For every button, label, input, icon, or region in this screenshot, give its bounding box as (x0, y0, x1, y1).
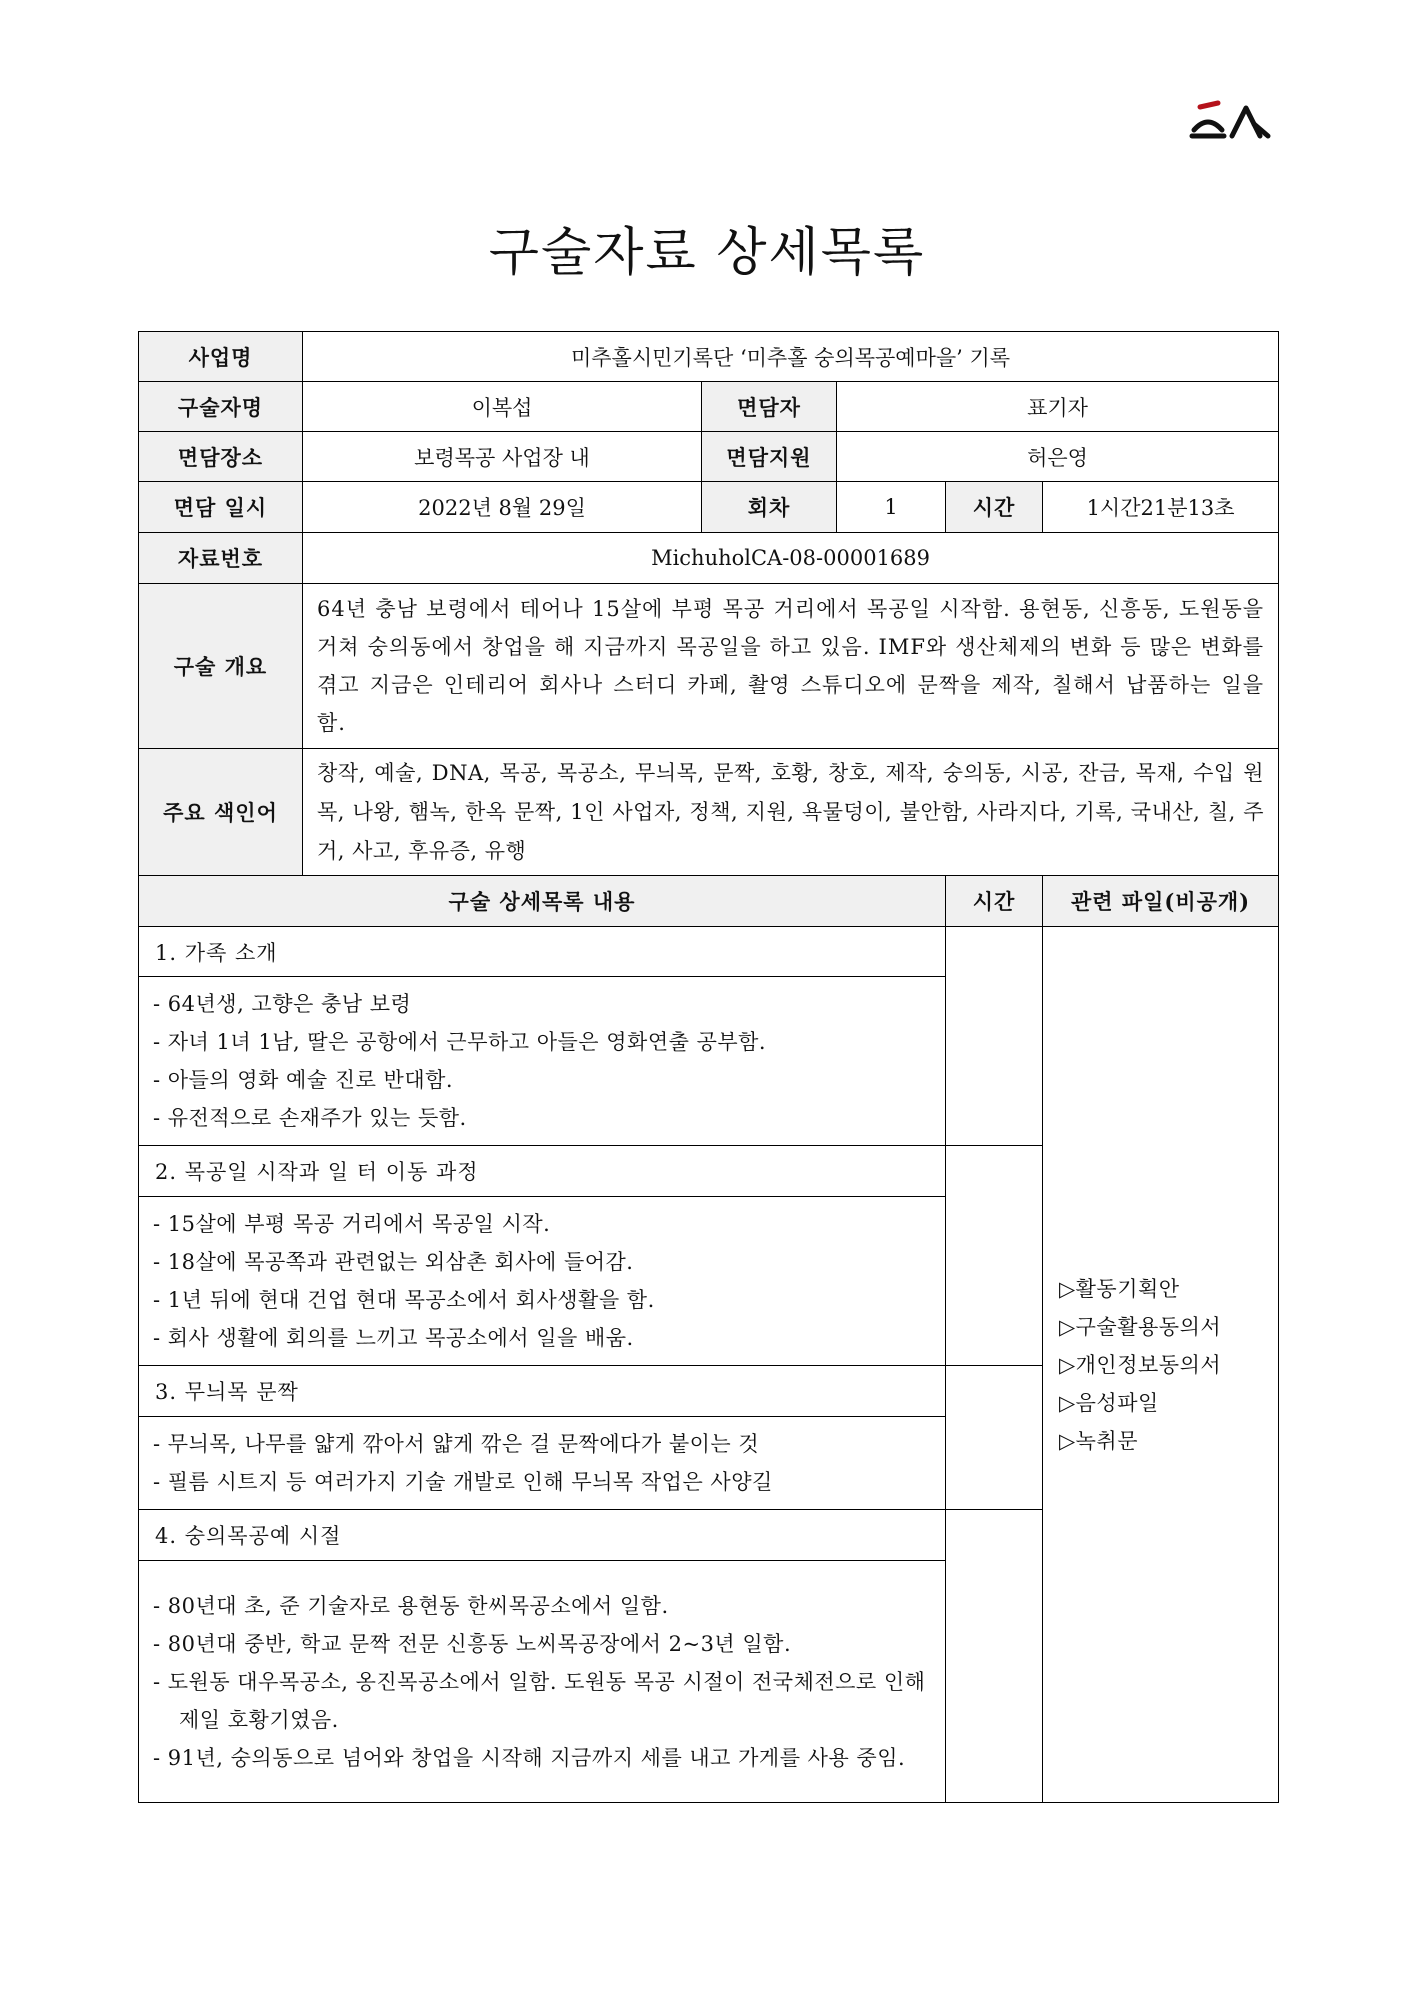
file-item: ▷녹취문 (1059, 1428, 1139, 1453)
keywords-label: 주요 색인어 (139, 749, 303, 876)
session-label: 회차 (702, 482, 837, 533)
list-item: - 회사 생활에 회의를 느끼고 목공소에서 일을 배움. (153, 1326, 634, 1350)
session-value: 1 (837, 482, 946, 533)
list-item: - 80년대 초, 준 기술자로 용현동 한씨목공소에서 일함. (153, 1593, 669, 1618)
list-item: - 80년대 중반, 학교 문짝 전문 신흥동 노씨목공장에서 2~3년 일함. (153, 1631, 792, 1656)
detail-header-row (139, 876, 1279, 927)
date-label: 면담 일시 (139, 482, 303, 533)
narrator-label: 구술자명 (139, 382, 303, 432)
file-item: ▷구술활용동의서 (1059, 1314, 1222, 1339)
row-narrator (139, 382, 1279, 432)
oral-record-table (138, 331, 1279, 1803)
file-item: ▷활동기획안 (1059, 1276, 1180, 1301)
section-title: 3. 무늬목 문짝 (139, 1366, 946, 1417)
detail-content-header: 구술 상세목록 내용 (139, 876, 946, 927)
row-project (139, 332, 1279, 382)
summary-label: 구술 개요 (139, 584, 303, 749)
file-item: ▷음성파일 (1059, 1390, 1159, 1415)
id-value: MichuholCA-08-00001689 (303, 533, 1279, 584)
project-label: 사업명 (139, 332, 303, 382)
page-title: 구술자료 상세목록 (488, 223, 926, 283)
section-items (139, 1561, 946, 1803)
interviewer-label: 면담자 (702, 382, 837, 432)
section-items (139, 1417, 946, 1510)
section-title: 2. 목공일 시작과 일 터 이동 과정 (139, 1146, 946, 1197)
row-summary (139, 584, 1279, 749)
summary-value: 64년 충남 보령에서 테어나 15살에 부평 목공 거리에서 목공일 시작함. 용현동, 신흥동, 도원동을 거쳐 숭의동에서 창업을 해 지금까지 목공일을 하고 있음. IMF와 생산체제의 변화 등 많은 변화를 겪고 지금은 인테리어 회사나 스터디 카페, 촬영 스튜디오에 문짝을 제작, 칠해서 납품하는 일을 함. (303, 584, 1279, 749)
list-item: - 자녀 1녀 1남, 딸은 공항에서 근무하고 아들은 영화연출 공부함. (153, 1030, 767, 1054)
support-value: 허은영 (837, 432, 1279, 482)
list-item: - 유전적으로 손재주가 있는 듯함. (153, 1106, 467, 1130)
id-label: 자료번호 (139, 533, 303, 584)
list-item: - 91년, 숭의동으로 넘어와 창업을 시작해 지금까지 세를 내고 가게를 사용 중임. (153, 1745, 906, 1770)
list-item: - 아들의 영화 예술 진로 반대함. (153, 1068, 454, 1092)
section-title: 4. 숭의목공예 시절 (139, 1510, 946, 1561)
keywords-value: 창작, 예술, DNA, 목공, 목공소, 무늬목, 문짝, 호황, 창호, 제작, 숭의동, 시공, 잔금, 목재, 수입 원목, 나왕, 햄녹, 한옥 문짝, 1인 사업자, 정책, 지원, 욕물덩이, 불안함, 사라지다, 기록, 국내산, 칠, 주거, 사고, 후유증, 유행 (303, 749, 1279, 876)
place-value: 보령목공 사업장 내 (303, 432, 702, 482)
list-item: - 무늬목, 나무를 얇게 깎아서 얇게 깎은 걸 문짝에다가 붙이는 것 (153, 1432, 760, 1456)
detail-files-header: 관련 파일(비공개) (1043, 876, 1279, 927)
time-value: 1시간21분13초 (1043, 482, 1279, 533)
list-item: - 1년 뒤에 현대 건업 현대 목공소에서 회사생활을 함. (153, 1288, 655, 1312)
list-item: - 15살에 부평 목공 거리에서 목공일 시작. (153, 1212, 551, 1236)
interviewer-value: 표기자 (837, 382, 1279, 432)
section-title-row (139, 927, 1279, 977)
list-item: - 도원동 대우목공소, 옹진목공소에서 일함. 도원동 목공 시절이 전국체전으로 인해 제일 호황기였음. (153, 1669, 926, 1732)
section-time-cell (946, 927, 1043, 1146)
related-files-cell (1043, 927, 1279, 1803)
list-item: - 필름 시트지 등 여러가지 기술 개발로 인해 무늬목 작업은 사양길 (153, 1470, 773, 1494)
row-place (139, 432, 1279, 482)
section-time-cell (946, 1510, 1043, 1803)
date-value: 2022년 8월 29일 (303, 482, 702, 533)
list-item: - 64년생, 고향은 충남 보령 (153, 992, 412, 1016)
section-items (139, 977, 946, 1146)
row-id (139, 533, 1279, 584)
time-label: 시간 (946, 482, 1043, 533)
organization-logo (1188, 100, 1272, 140)
narrator-value: 이복섭 (303, 382, 702, 432)
section-items (139, 1197, 946, 1366)
row-date (139, 482, 1279, 533)
detail-time-header: 시간 (946, 876, 1043, 927)
list-item: - 18살에 목공쪽과 관련없는 외삼촌 회사에 들어감. (153, 1250, 634, 1274)
section-time-cell (946, 1366, 1043, 1510)
support-label: 면담지원 (702, 432, 837, 482)
row-keywords (139, 749, 1279, 876)
section-title: 1. 가족 소개 (139, 927, 946, 977)
file-item: ▷개인정보동의서 (1059, 1352, 1222, 1377)
section-time-cell (946, 1146, 1043, 1366)
place-label: 면담장소 (139, 432, 303, 482)
project-value: 미추홀시민기록단 ‘미추홀 숭의목공예마을’ 기록 (303, 332, 1279, 382)
